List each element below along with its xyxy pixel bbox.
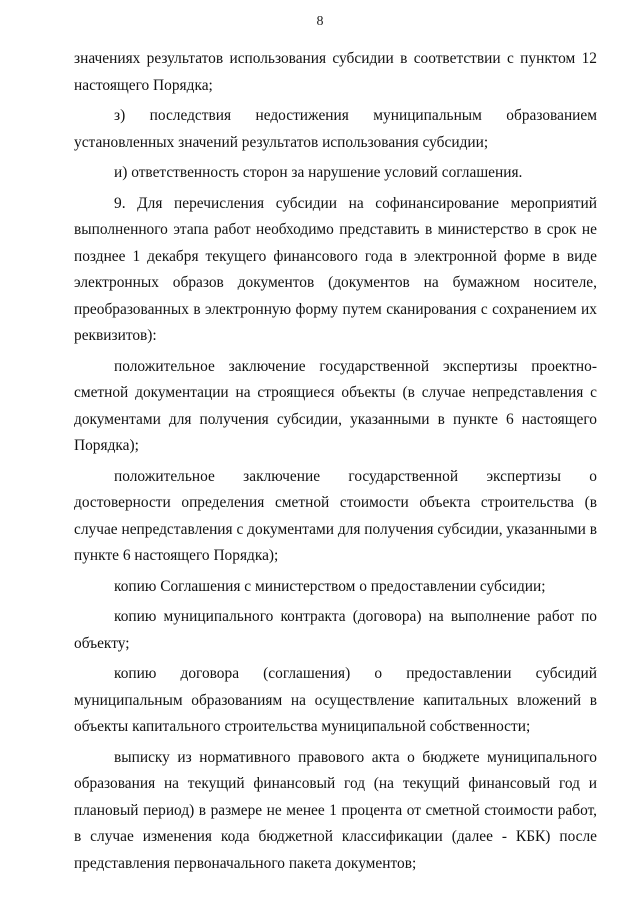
paragraph-clause-9: 9. Для перечисления субсидии на софинансирование мероприятий выполненного этапа работ необходимо представить в министерство в срок не позднее 1 декабря текущего финансового года в электронной форме в виде электронных образов документов (документов на бумажном носителе, преобразованных в электронную форму путем сканирования с сохранением их реквизитов): [74, 194, 597, 344]
paragraph-subsidy-agreement-copy: копию договора (соглашения) о предоставлении субсидий муниципальным образованиям на осуществление капитальных вложений в объекты капитального строительства муниципальной собственности; [74, 665, 597, 735]
page-number: 8 [316, 14, 324, 29]
paragraph-agreement-copy: копию Соглашения с министерством о предоставлении субсидии; [114, 577, 546, 595]
document-body [74, 46, 597, 881]
paragraph-expertise-cost: положительное заключение государственной экспертизы о достоверности определения сметной стоимости объекта строительства (в случае непредставления с документами для получения субсидии, указанными в пункте 6 настоящего Порядка); [74, 467, 597, 564]
paragraph-item-z: з) последствия недостижения муниципальным образованием установленных значений результатов использования субсидии; [74, 107, 597, 151]
paragraph-item-i: и) ответственность сторон за нарушение условий соглашения. [114, 164, 523, 181]
paragraph-contract-copy: копию муниципального контракта (договора) на выполнение работ по объекту; [74, 608, 597, 652]
paragraph-budget-extract: выписку из нормативного правового акта о бюджете муниципального образования на текущий финансовый год (на текущий финансовый год и плановый период) в размере не менее 1 процента от сметной стоимости работ, в случае изменения кода бюджетной классификации (далее - КБК) после представления первоначального пакета документов; [74, 748, 597, 872]
paragraph-expertise-design: положительное заключение государственной экспертизы проектно-сметной документации на строящиеся объекты (в случае непредставления с документами для получения субсидии, указанными в пункте 6 настоящего Порядка); [74, 357, 597, 454]
paragraph-continuation: значениях результатов использования субсидии в соответствии с пунктом 12 настоящего Порядка; [74, 50, 597, 94]
